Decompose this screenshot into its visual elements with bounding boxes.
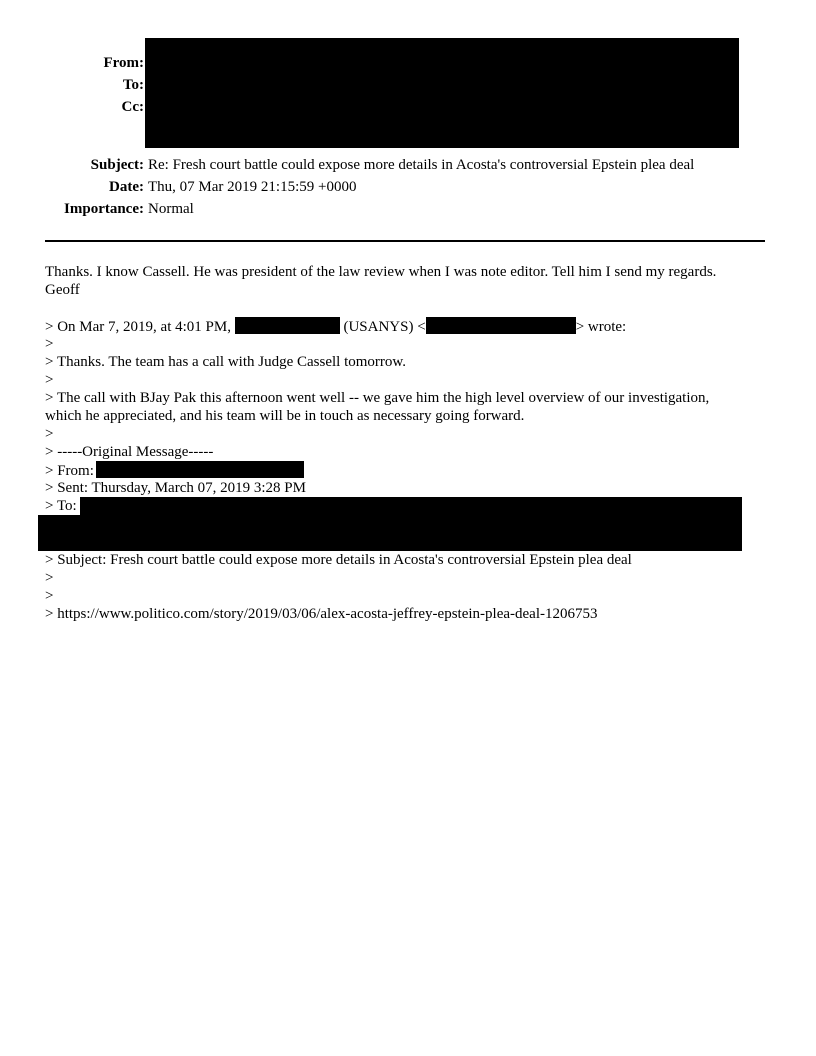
body-line-1: Thanks. I know Cassell. He was president of the law review when I was note editor. Tell him I send my regards. — [45, 264, 717, 280]
original-from — [45, 461, 304, 480]
date-value: Thu, 07 Mar 2019 21:15:59 +0000 — [148, 179, 357, 195]
quote-blank: > — [45, 588, 54, 604]
signature: Geoff — [45, 282, 80, 298]
original-from-redaction — [96, 461, 304, 478]
quote-attribution — [45, 317, 626, 336]
importance-value: Normal — [148, 201, 194, 217]
original-message-marker: > -----Original Message----- — [45, 444, 214, 460]
quote-blank: > — [45, 372, 54, 388]
article-url[interactable]: > https://www.politico.com/story/2019/03/06/alex-acosta-jeffrey-epstein-plea-deal-1206753 — [45, 606, 598, 622]
original-from-label: > From: — [45, 463, 94, 479]
quote-blank: > — [45, 426, 54, 442]
original-sent: > Sent: Thursday, March 07, 2019 3:28 PM — [45, 480, 306, 496]
quote-on-middle: (USANYS) < — [339, 319, 426, 335]
quote-on-suffix: > wrote: — [575, 319, 627, 335]
sender-email-redaction — [426, 317, 576, 334]
quote-blank: > — [45, 336, 54, 352]
sender-name-redaction — [235, 317, 340, 334]
original-to-redaction — [80, 497, 742, 551]
original-subject: > Subject: Fresh court battle could expose more details in Acosta's controversial Epstein plea deal — [45, 552, 632, 568]
quote-on-prefix: > On Mar 7, 2019, at 4:01 PM, — [45, 319, 235, 335]
quote-call-line-1: > The call with BJay Pak this afternoon went well -- we gave him the high level overview of our investigation, — [45, 390, 710, 406]
quote-call-line-2: which he appreciated, and his team will be in touch as necessary going forward. — [45, 408, 525, 424]
importance-label: Importance: — [64, 201, 144, 217]
from-label: From: — [103, 55, 144, 71]
original-to-redaction-tail — [38, 515, 84, 551]
date-label: Date: — [109, 179, 144, 195]
quote-team-line: > Thanks. The team has a call with Judge Cassell tomorrow. — [45, 354, 407, 370]
subject-value: Re: Fresh court battle could expose more details in Acosta's controversial Epstein plea deal — [148, 157, 695, 173]
header-divider — [45, 240, 765, 242]
header-recipients-redaction — [145, 38, 739, 148]
subject-label: Subject: — [90, 157, 144, 173]
cc-label: Cc: — [121, 99, 144, 115]
original-to-label: > To: — [45, 498, 77, 514]
to-label: To: — [122, 77, 144, 93]
quote-blank: > — [45, 570, 54, 586]
